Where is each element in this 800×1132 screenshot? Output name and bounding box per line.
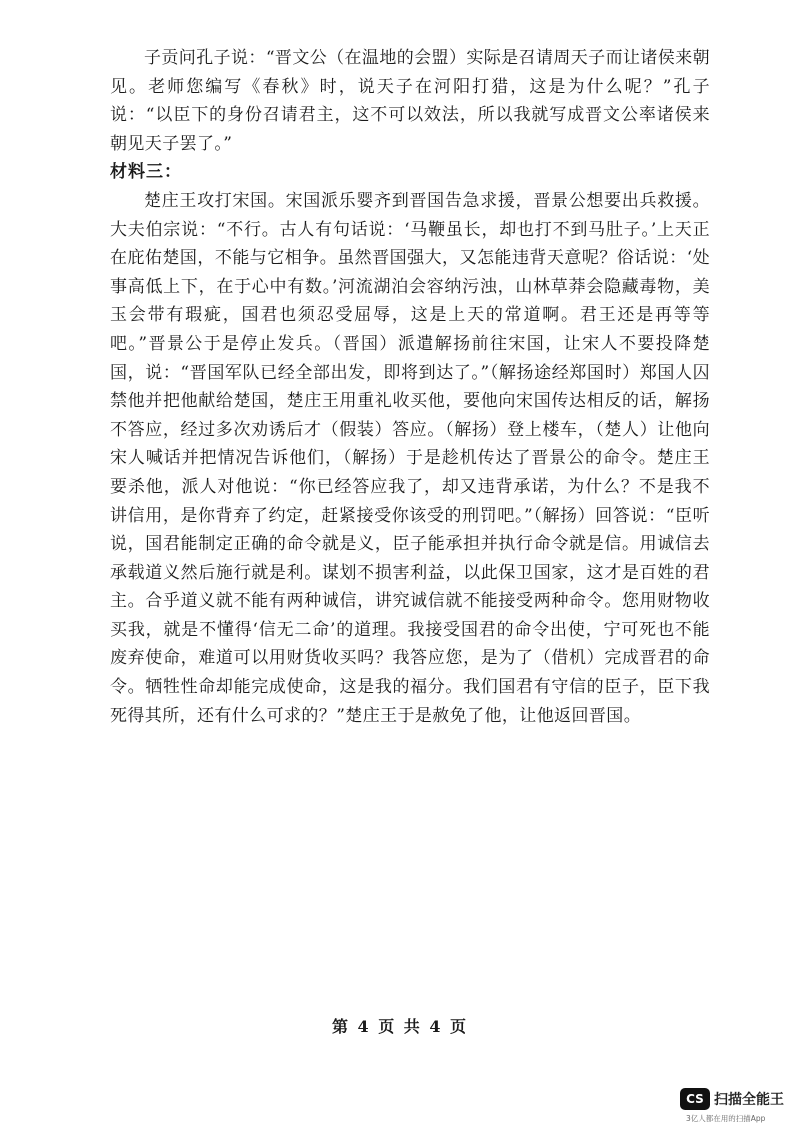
scanner-app-badge [680,1088,790,1128]
scanner-app-slogan: 3亿人都在用的扫描App [686,1114,766,1123]
page-number-footer: 第 4 页 共 4 页 [331,1017,469,1036]
paragraph-chu-attacks-song: 楚庄王攻打宋国。宋国派乐婴齐到晋国告急求援，晋景公想要出兵救援。大夫伯宗说：“不行。古人有句话说：‘马鞭虽长，却也打不到马肚子。’上天正在庇佑楚国，不能与它相争。虽然晋国强大，又怎能违背天意呢？俗话说：‘处事高低上下，在于心中有数。’河流湖泊会容纳污浊，山林草莽会隐藏毒物，美玉会带有瑕疵，国君也须忍受屈辱，这是上天的常道啊。君王还是再等等吧。”晋景公于是停止发兵。（晋国）派遣解扬前往宋国，让宋人不要投降楚国，说：“晋国军队已经全部出发，即将到达了。”（解扬途经郑国时）郑国人囚禁他并把他献给楚国，楚庄王用重礼收买他，要他向宋国传达相反的话，解扬不答应，经过多次劝诱后才（假装）答应。（解扬）登上楼车，（楚人）让他向宋人喊话并把情况告诉他们，（解扬）于是趁机传达了晋景公的命令。楚庄王要杀他，派人对他说：“你已经答应我了，却又违背承诺，为什么？不是我不讲信用，是你背弃了约定，赶紧接受你该受的刑罚吧。”（解扬）回答说：“臣听说，国君能制定正确的命令就是义，臣子能承担并执行命令就是信。用诚信去承载道义然后施行就是利。谋划不损害利益，以此保卫国家，这才是百姓的君主。合乎道义就不能有两种诚信，讲究诚信就不能接受两种命令。您用财物收买我，就是不懂得‘信无二命’的道理。我接受国君的命令出使，宁可死也不能废弃使命，难道可以用财货收买吗？我答应您，是为了（借机）完成晋君的命令。牺牲性命却能完成使命，这是我的福分。我们国君有守信的臣子，臣下我死得其所，还有什么可求的？”楚庄王于是赦免了他，让他返回晋国。 [110,190,710,726]
scanner-app-name: 扫描全能王 [714,1092,784,1108]
paragraph-confucius-dialogue: 子贡问孔子说：“晋文公（在温地的会盟）实际是召请周天子而让诸侯来朝见。老师您编写《春秋》时，说天子在河阳打猎，这是为什么呢？”孔子说：“以臣下的身份召请君主，这不可以效法，所以我就写成晋文公率诸侯来朝见天子罢了。” [110,48,710,154]
document-body [110,44,710,730]
section-heading-material-three: 材料三： [110,162,182,183]
camscanner-logo-icon: CS [680,1088,710,1110]
